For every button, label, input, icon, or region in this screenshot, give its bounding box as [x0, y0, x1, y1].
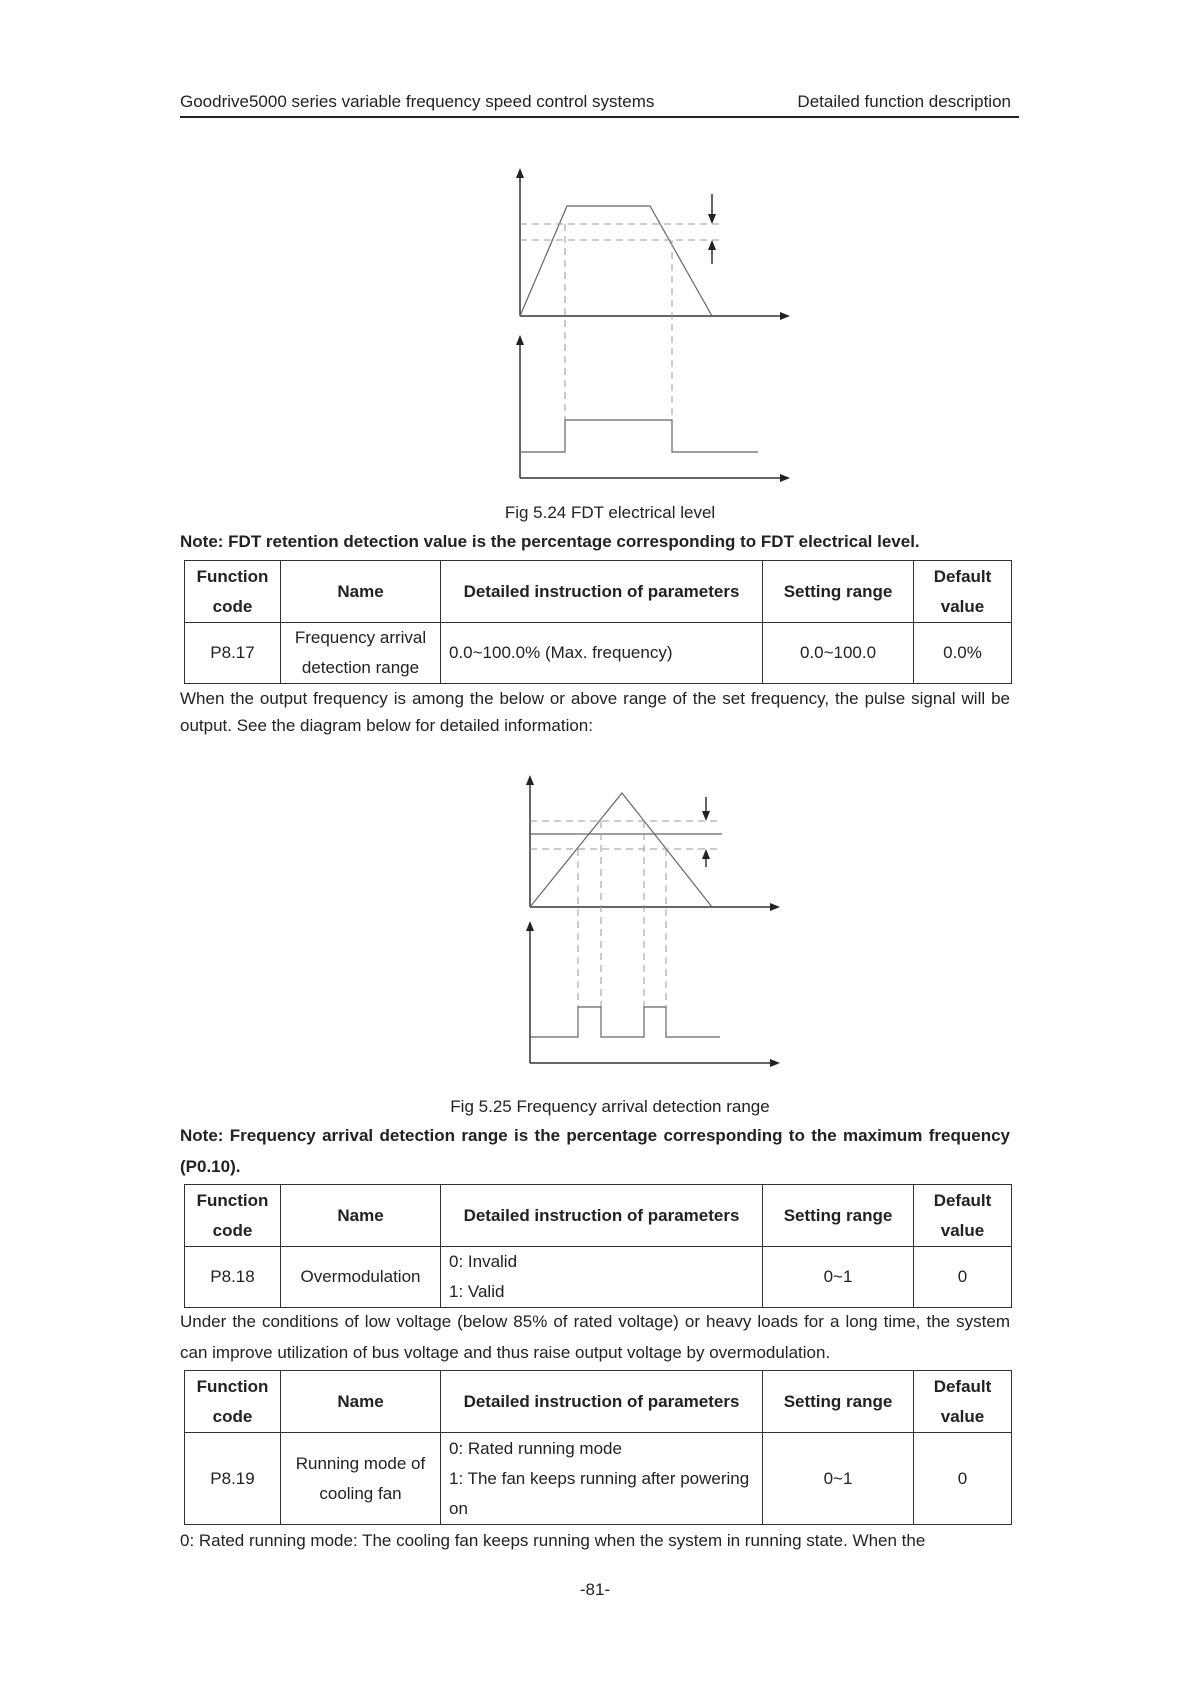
col-detail: Detailed instruction of parameters: [441, 561, 763, 623]
cell-range: 0.0~100.0: [763, 623, 914, 684]
col-function-code: Function code: [185, 1371, 281, 1433]
col-setting-range: Setting range: [763, 561, 914, 623]
cell-default: 0.0%: [914, 623, 1012, 684]
col-detail: Detailed instruction of parameters: [441, 1371, 763, 1433]
header-section: Detailed function description: [797, 92, 1011, 111]
col-default: Default value: [914, 561, 1012, 623]
cell-name: Running mode of cooling fan: [281, 1433, 441, 1525]
page-header: [180, 92, 1019, 118]
fig1-caption: Fig 5.24 FDT electrical level: [504, 503, 716, 522]
cell-code: P8.17: [185, 623, 281, 684]
detail-option-1: 1: The fan keeps running after powering on: [449, 1468, 750, 1518]
cell-detail: [441, 1433, 763, 1525]
param-table-p8-18: [184, 1184, 1012, 1308]
col-default: Default value: [914, 1371, 1012, 1433]
para-overmodulation: Under the conditions of low voltage (below 85% of rated voltage) or heavy loads for a long time, the system can improve utilization of bus voltage and thus raise output voltage by overmodulation.: [180, 1312, 1010, 1362]
cell-detail: [441, 1247, 763, 1308]
page-number: -81-: [579, 1580, 611, 1599]
cell-code: P8.18: [185, 1247, 281, 1308]
detail-option-0: 0: Rated running mode: [449, 1438, 622, 1458]
col-default: Default value: [914, 1185, 1012, 1247]
header-title: Goodrive5000 series variable frequency speed control systems: [180, 92, 655, 111]
cell-range: 0~1: [763, 1247, 914, 1308]
param-table-p8-19: [184, 1370, 1012, 1525]
frequency-arrival-diagram: [510, 775, 800, 1075]
col-setting-range: Setting range: [763, 1371, 914, 1433]
col-function-code: Function code: [185, 561, 281, 623]
para-frequency-arrival: When the output frequency is among the below or above range of the set frequency, the pulse signal will be output. See the diagram below for detailed information:: [180, 689, 1010, 735]
detail-option-1: 1: Valid: [449, 1282, 505, 1301]
param-table-p8-17: [184, 560, 1012, 684]
para-fan-mode: 0: Rated running mode: The cooling fan keeps running when the system in running state. When the: [180, 1531, 926, 1550]
col-name: Name: [281, 1371, 441, 1433]
note-fdt: Note: FDT retention detection value is the percentage corresponding to FDT electrical level.: [180, 532, 920, 551]
cell-code: P8.19: [185, 1433, 281, 1525]
col-name: Name: [281, 1185, 441, 1247]
fdt-level-diagram: [500, 168, 800, 488]
cell-default: 0: [914, 1247, 1012, 1308]
col-function-code: Function code: [185, 1185, 281, 1247]
fig2-caption: Fig 5.25 Frequency arrival detection range: [450, 1097, 770, 1116]
detail-option-0: 0: Invalid: [449, 1252, 518, 1271]
cell-range: 0~1: [763, 1433, 914, 1525]
cell-name: Frequency arrival detection range: [281, 623, 441, 684]
col-setting-range: Setting range: [763, 1185, 914, 1247]
cell-detail: 0.0~100.0% (Max. frequency): [441, 623, 763, 684]
col-name: Name: [281, 561, 441, 623]
cell-default: 0: [914, 1433, 1012, 1525]
col-detail: Detailed instruction of parameters: [441, 1185, 763, 1247]
note-frequency-arrival: Note: Frequency arrival detection range is the percentage corresponding to the maximum frequency (P0.10).: [180, 1126, 1010, 1176]
cell-name: Overmodulation: [281, 1247, 441, 1308]
